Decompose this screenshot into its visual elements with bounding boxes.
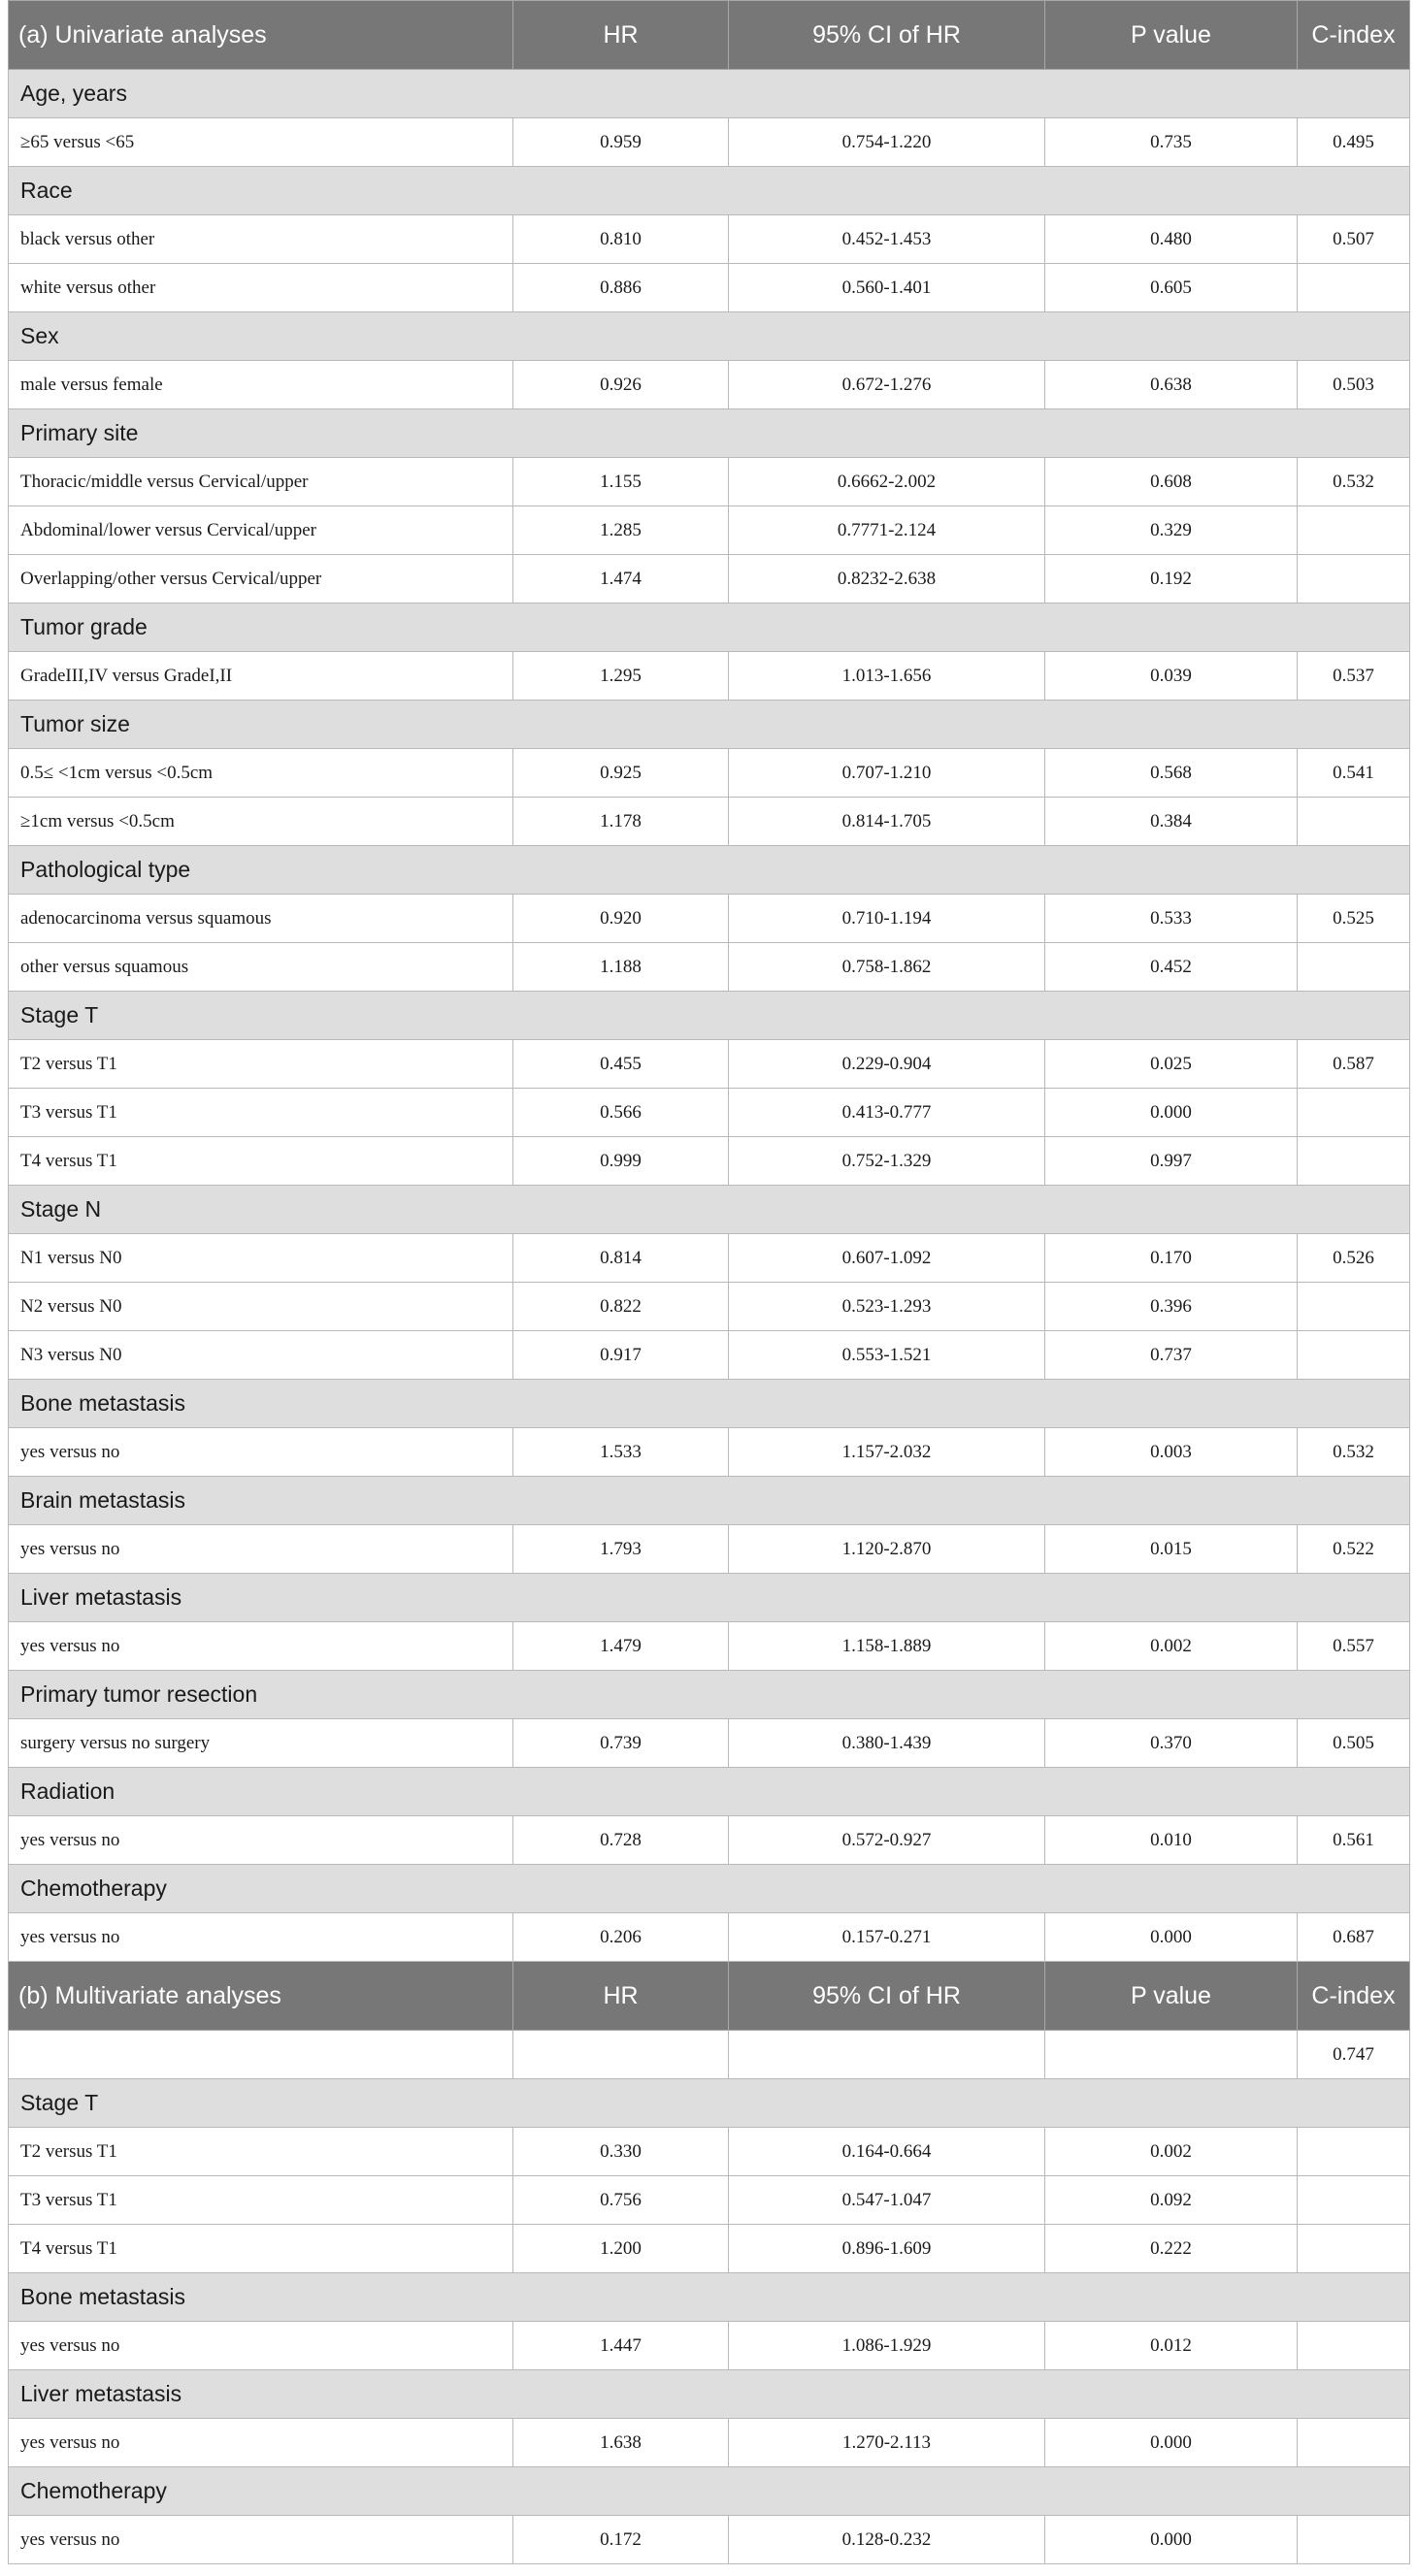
table-row [9, 1428, 1410, 1477]
cell-cindex [1298, 1089, 1410, 1137]
cell-ci: 1.086-1.929 [729, 2322, 1045, 2370]
cell-p: 0.222 [1045, 2225, 1298, 2273]
cell-label: yes versus no [9, 1428, 513, 1477]
table-row [9, 1137, 1410, 1186]
group-row [9, 1574, 1410, 1622]
table-row [9, 361, 1410, 409]
cell-label [9, 2031, 513, 2079]
cell-cindex: 0.505 [1298, 1719, 1410, 1768]
cell-p: 0.608 [1045, 458, 1298, 506]
table-row [9, 798, 1410, 846]
cell-label: yes versus no [9, 1913, 513, 1962]
cell-ci: 0.710-1.194 [729, 895, 1045, 943]
cell-hr: 0.810 [513, 215, 729, 264]
cell-ci: 0.229-0.904 [729, 1040, 1045, 1089]
table-row [9, 1622, 1410, 1671]
group-label: Bone metastasis [9, 2273, 1410, 2322]
cell-ci: 0.7771-2.124 [729, 506, 1045, 555]
cell-p: 0.015 [1045, 1525, 1298, 1574]
cell-label: T4 versus T1 [9, 2225, 513, 2273]
group-row [9, 1477, 1410, 1525]
cell-ci: 0.607-1.092 [729, 1234, 1045, 1283]
group-row [9, 1768, 1410, 1816]
cell-ci: 0.523-1.293 [729, 1283, 1045, 1331]
cell-hr: 1.178 [513, 798, 729, 846]
group-label: Age, years [9, 70, 1410, 118]
cell-cindex [1298, 2516, 1410, 2564]
cell-hr: 1.155 [513, 458, 729, 506]
cell-ci: 0.157-0.271 [729, 1913, 1045, 1962]
group-row [9, 70, 1410, 118]
group-row [9, 1671, 1410, 1719]
group-label: Stage T [9, 992, 1410, 1040]
cell-p: 0.010 [1045, 1816, 1298, 1865]
cell-label: black versus other [9, 215, 513, 264]
cell-p: 0.170 [1045, 1234, 1298, 1283]
cell-cindex: 0.507 [1298, 215, 1410, 264]
cell-hr: 0.920 [513, 895, 729, 943]
cell-p: 0.396 [1045, 1283, 1298, 1331]
group-label: Stage T [9, 2079, 1410, 2128]
cell-cindex: 0.537 [1298, 652, 1410, 701]
cell-p: 0.012 [1045, 2322, 1298, 2370]
cell-label: T2 versus T1 [9, 2128, 513, 2176]
group-row [9, 409, 1410, 458]
table-row [9, 1816, 1410, 1865]
table-row [9, 2031, 1410, 2079]
table-row [9, 1525, 1410, 1574]
cell-ci: 0.707-1.210 [729, 749, 1045, 798]
cell-ci: 0.6662-2.002 [729, 458, 1045, 506]
cell-hr: 0.959 [513, 118, 729, 167]
cell-label: yes versus no [9, 2516, 513, 2564]
cell-hr: 1.188 [513, 943, 729, 992]
table-row [9, 1331, 1410, 1380]
group-label: Stage N [9, 1186, 1410, 1234]
cell-cindex: 0.747 [1298, 2031, 1410, 2079]
cell-hr: 0.756 [513, 2176, 729, 2225]
header-cindex: C-index [1298, 1, 1410, 70]
cell-p [1045, 2031, 1298, 2079]
cell-label: yes versus no [9, 2322, 513, 2370]
group-label: Pathological type [9, 846, 1410, 895]
group-row [9, 1380, 1410, 1428]
cell-p: 0.384 [1045, 798, 1298, 846]
cell-hr: 1.285 [513, 506, 729, 555]
group-label: Liver metastasis [9, 2370, 1410, 2419]
table-row [9, 1089, 1410, 1137]
cell-cindex: 0.526 [1298, 1234, 1410, 1283]
cell-p: 0.638 [1045, 361, 1298, 409]
cell-label: T3 versus T1 [9, 1089, 513, 1137]
cell-hr: 0.455 [513, 1040, 729, 1089]
cell-label: T2 versus T1 [9, 1040, 513, 1089]
group-row [9, 167, 1410, 215]
cell-ci: 0.672-1.276 [729, 361, 1045, 409]
cell-ci: 0.547-1.047 [729, 2176, 1045, 2225]
group-row [9, 312, 1410, 361]
cell-ci: 0.8232-2.638 [729, 555, 1045, 603]
cell-ci: 0.128-0.232 [729, 2516, 1045, 2564]
table-row [9, 555, 1410, 603]
table-row [9, 2128, 1410, 2176]
cell-ci: 0.164-0.664 [729, 2128, 1045, 2176]
cell-label: Abdominal/lower versus Cervical/upper [9, 506, 513, 555]
group-row [9, 701, 1410, 749]
table-row [9, 943, 1410, 992]
cell-ci: 0.754-1.220 [729, 118, 1045, 167]
cell-hr: 1.295 [513, 652, 729, 701]
cell-hr: 1.447 [513, 2322, 729, 2370]
cell-hr: 0.172 [513, 2516, 729, 2564]
cell-hr: 0.206 [513, 1913, 729, 1962]
table-row [9, 1234, 1410, 1283]
table-row [9, 1040, 1410, 1089]
cell-ci [729, 2031, 1045, 2079]
cell-p: 0.533 [1045, 895, 1298, 943]
cell-ci: 1.013-1.656 [729, 652, 1045, 701]
cell-p: 0.192 [1045, 555, 1298, 603]
cell-hr: 1.533 [513, 1428, 729, 1477]
header-p: P value [1045, 1, 1298, 70]
cell-ci: 1.120-2.870 [729, 1525, 1045, 1574]
cell-cindex: 0.522 [1298, 1525, 1410, 1574]
cell-hr: 0.822 [513, 1283, 729, 1331]
table-row [9, 2516, 1410, 2564]
cell-hr: 1.474 [513, 555, 729, 603]
cell-p: 0.997 [1045, 1137, 1298, 1186]
cell-ci: 0.380-1.439 [729, 1719, 1045, 1768]
table-row [9, 506, 1410, 555]
group-row [9, 2273, 1410, 2322]
cell-ci: 0.758-1.862 [729, 943, 1045, 992]
header-hr: HR [513, 1962, 729, 2031]
cell-p: 0.000 [1045, 1913, 1298, 1962]
cell-hr: 1.200 [513, 2225, 729, 2273]
cell-hr: 0.999 [513, 1137, 729, 1186]
group-label: Race [9, 167, 1410, 215]
cell-label: adenocarcinoma versus squamous [9, 895, 513, 943]
cell-cindex: 0.525 [1298, 895, 1410, 943]
cell-hr: 0.917 [513, 1331, 729, 1380]
group-label: Chemotherapy [9, 2467, 1410, 2516]
group-label: Chemotherapy [9, 1865, 1410, 1913]
cell-cindex [1298, 264, 1410, 312]
cell-p: 0.605 [1045, 264, 1298, 312]
cell-p: 0.735 [1045, 118, 1298, 167]
table-row [9, 2176, 1410, 2225]
cell-cindex [1298, 555, 1410, 603]
section-header [9, 1, 1410, 70]
group-row [9, 603, 1410, 652]
cell-label: T4 versus T1 [9, 1137, 513, 1186]
cell-p: 0.000 [1045, 1089, 1298, 1137]
table-row [9, 458, 1410, 506]
cell-cindex [1298, 1137, 1410, 1186]
cell-label: 0.5≤ <1cm versus <0.5cm [9, 749, 513, 798]
header-hr: HR [513, 1, 729, 70]
group-row [9, 846, 1410, 895]
group-row [9, 992, 1410, 1040]
table-row [9, 2225, 1410, 2273]
cell-label: N2 versus N0 [9, 1283, 513, 1331]
cell-p: 0.092 [1045, 2176, 1298, 2225]
table-row [9, 264, 1410, 312]
cell-hr: 1.793 [513, 1525, 729, 1574]
cell-ci: 0.752-1.329 [729, 1137, 1045, 1186]
header-section-title: (a) Univariate analyses [9, 1, 513, 70]
cell-label: surgery versus no surgery [9, 1719, 513, 1768]
cell-cindex: 0.557 [1298, 1622, 1410, 1671]
cell-p: 0.025 [1045, 1040, 1298, 1089]
cell-p: 0.000 [1045, 2516, 1298, 2564]
cell-p: 0.000 [1045, 2419, 1298, 2467]
group-row [9, 2079, 1410, 2128]
group-label: Primary tumor resection [9, 1671, 1410, 1719]
cell-cindex [1298, 2419, 1410, 2467]
table-row [9, 1719, 1410, 1768]
cell-hr: 0.728 [513, 1816, 729, 1865]
cell-hr: 0.330 [513, 2128, 729, 2176]
table-row [9, 1913, 1410, 1962]
cell-hr: 0.886 [513, 264, 729, 312]
cell-cindex: 0.541 [1298, 749, 1410, 798]
group-row [9, 2370, 1410, 2419]
cell-hr [513, 2031, 729, 2079]
cell-cindex: 0.561 [1298, 1816, 1410, 1865]
cell-p: 0.002 [1045, 2128, 1298, 2176]
cell-cindex: 0.532 [1298, 1428, 1410, 1477]
table-row [9, 2419, 1410, 2467]
cell-hr: 0.926 [513, 361, 729, 409]
section-header [9, 1962, 1410, 2031]
cell-hr: 0.814 [513, 1234, 729, 1283]
cell-cindex [1298, 2225, 1410, 2273]
group-label: Tumor grade [9, 603, 1410, 652]
cell-cindex [1298, 2128, 1410, 2176]
cell-hr: 0.566 [513, 1089, 729, 1137]
cell-ci: 0.814-1.705 [729, 798, 1045, 846]
cell-label: other versus squamous [9, 943, 513, 992]
cell-label: yes versus no [9, 1622, 513, 1671]
cell-label: yes versus no [9, 1816, 513, 1865]
cell-p: 0.002 [1045, 1622, 1298, 1671]
cell-cindex [1298, 506, 1410, 555]
cell-p: 0.329 [1045, 506, 1298, 555]
cell-label: male versus female [9, 361, 513, 409]
cell-p: 0.452 [1045, 943, 1298, 992]
cell-p: 0.039 [1045, 652, 1298, 701]
cell-cindex [1298, 943, 1410, 992]
cell-cindex [1298, 2176, 1410, 2225]
cell-ci: 0.572-0.927 [729, 1816, 1045, 1865]
cell-label: N3 versus N0 [9, 1331, 513, 1380]
group-label: Brain metastasis [9, 1477, 1410, 1525]
cell-ci: 1.157-2.032 [729, 1428, 1045, 1477]
cell-p: 0.737 [1045, 1331, 1298, 1380]
cell-cindex [1298, 2322, 1410, 2370]
cell-hr: 0.739 [513, 1719, 729, 1768]
cell-cindex [1298, 798, 1410, 846]
cell-p: 0.003 [1045, 1428, 1298, 1477]
table-row [9, 895, 1410, 943]
group-label: Bone metastasis [9, 1380, 1410, 1428]
cell-label: Overlapping/other versus Cervical/upper [9, 555, 513, 603]
cell-label: GradeIII,IV versus GradeI,II [9, 652, 513, 701]
cell-p: 0.568 [1045, 749, 1298, 798]
cell-cindex: 0.503 [1298, 361, 1410, 409]
cell-label: white versus other [9, 264, 513, 312]
group-label: Primary site [9, 409, 1410, 458]
cell-hr: 1.638 [513, 2419, 729, 2467]
table-row [9, 2322, 1410, 2370]
header-p: P value [1045, 1962, 1298, 2031]
cell-cindex: 0.687 [1298, 1913, 1410, 1962]
header-section-title: (b) Multivariate analyses [9, 1962, 513, 2031]
header-cindex: C-index [1298, 1962, 1410, 2031]
table-body [9, 1, 1410, 2564]
cell-label: N1 versus N0 [9, 1234, 513, 1283]
cell-cindex [1298, 1331, 1410, 1380]
table-row [9, 652, 1410, 701]
table-row [9, 118, 1410, 167]
cell-cindex: 0.532 [1298, 458, 1410, 506]
header-ci: 95% CI of HR [729, 1, 1045, 70]
cell-ci: 0.452-1.453 [729, 215, 1045, 264]
cell-cindex: 0.495 [1298, 118, 1410, 167]
group-row [9, 2467, 1410, 2516]
cell-label: Thoracic/middle versus Cervical/upper [9, 458, 513, 506]
cell-cindex: 0.587 [1298, 1040, 1410, 1089]
cox-regression-table [8, 0, 1410, 2564]
cell-p: 0.480 [1045, 215, 1298, 264]
cell-label: T3 versus T1 [9, 2176, 513, 2225]
cell-p: 0.370 [1045, 1719, 1298, 1768]
group-label: Liver metastasis [9, 1574, 1410, 1622]
table-row [9, 215, 1410, 264]
cell-ci: 0.560-1.401 [729, 264, 1045, 312]
group-label: Sex [9, 312, 1410, 361]
group-row [9, 1865, 1410, 1913]
group-label: Tumor size [9, 701, 1410, 749]
cell-label: yes versus no [9, 1525, 513, 1574]
cell-label: yes versus no [9, 2419, 513, 2467]
header-ci: 95% CI of HR [729, 1962, 1045, 2031]
table-row [9, 749, 1410, 798]
group-label: Radiation [9, 1768, 1410, 1816]
cell-hr: 0.925 [513, 749, 729, 798]
cell-cindex [1298, 1283, 1410, 1331]
table-row [9, 1283, 1410, 1331]
cell-ci: 1.158-1.889 [729, 1622, 1045, 1671]
cell-hr: 1.479 [513, 1622, 729, 1671]
cell-ci: 0.896-1.609 [729, 2225, 1045, 2273]
cell-label: ≥65 versus <65 [9, 118, 513, 167]
group-row [9, 1186, 1410, 1234]
cell-ci: 1.270-2.113 [729, 2419, 1045, 2467]
cell-ci: 0.553-1.521 [729, 1331, 1045, 1380]
cell-label: ≥1cm versus <0.5cm [9, 798, 513, 846]
cell-ci: 0.413-0.777 [729, 1089, 1045, 1137]
